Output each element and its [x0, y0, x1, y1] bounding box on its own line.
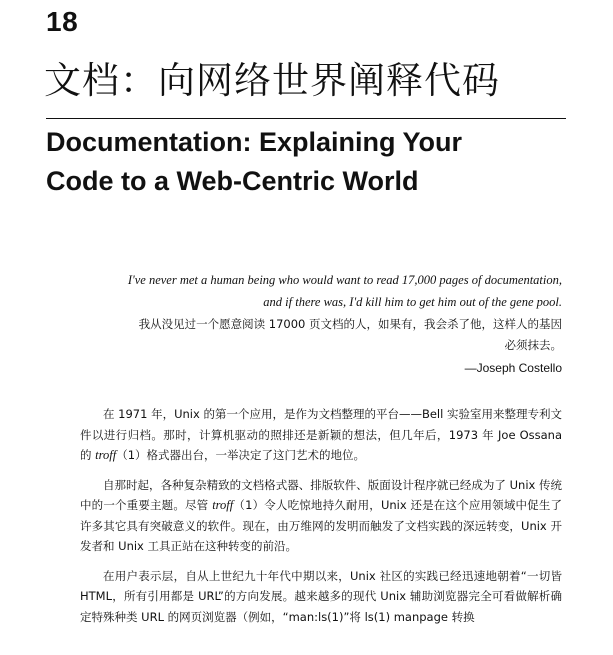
chapter-title-english-line-1: Documentation: Explaining Your: [46, 127, 463, 157]
epigraph-attribution: —Joseph Costello: [464, 361, 562, 375]
paragraph-2: [80, 475, 562, 557]
paragraph-3: 在用户表示层，自从上世纪九十年代中期以来，Unix 社区的实践已经迅速地朝着“一切皆 HTML，所有引用都是 URL”的方向发展。越来越多的现代 Unix 辅助浏览器完全可看做解析确定特殊种类 URL 的网页浏览器（例如，“man:ls(1)”将 ls(1) manpage 转换: [80, 568, 562, 624]
chapter-title-english: [46, 123, 586, 201]
troff-term: troff: [95, 448, 117, 462]
paragraph-1: [80, 404, 562, 466]
epigraph-quote-chinese: [100, 314, 562, 356]
chapter-title-english-line-2: Code to a Web-Centric World: [46, 166, 419, 196]
epigraph-en-line-1: I've never met a human being who would want to read 17,000 pages of documentation,: [127, 273, 562, 287]
epigraph-en-line-2: and if there was, I'd kill him to get him out of the gene pool.: [263, 295, 562, 309]
paragraph-1-part-b: （1）格式器出台，一举决定了这门艺术的地位。: [116, 448, 366, 462]
epigraph-cn-line-2: 必须抹去。: [504, 338, 562, 352]
body-text: [80, 404, 562, 636]
chapter-number: 18: [46, 6, 79, 37]
troff-term: troff: [212, 498, 234, 512]
epigraph-cn-line-1: 我从没见过一个愿意阅读 17000 页文档的人，如果有，我会杀了他，这样人的基因: [138, 317, 562, 331]
paragraph-2-part-a: 自那时起，各种复杂精致的文档格式器、排版软件、版面设计程序就已经成为了 Unix 传统中的一个重要主题。尽管: [80, 477, 562, 512]
epigraph-quote-english: [100, 269, 562, 313]
paragraph-2-part-b: （1）令人吃惊地持久耐用，Unix 还是在这个应用领域中促生了许多其它具有突破意义的软件。现在，由万维网的发明而触发了文档实践的深远转变，Unix 开发者和 Unix 工具正站在这种转变的前沿。: [80, 498, 562, 553]
epigraph: [100, 269, 562, 378]
chapter-title-chinese: 文档：向网络世界阐释代码: [44, 59, 500, 102]
title-divider: [46, 118, 566, 119]
paragraph-1-part-a: 在 1971 年，Unix 的第一个应用，是作为文档整理的平台——Bell 实验室用来整理专利文件以进行归档。那时，计算机驱动的照排还是新颖的想法，但几年后，1973 年 Joe Ossana 的: [80, 407, 562, 462]
